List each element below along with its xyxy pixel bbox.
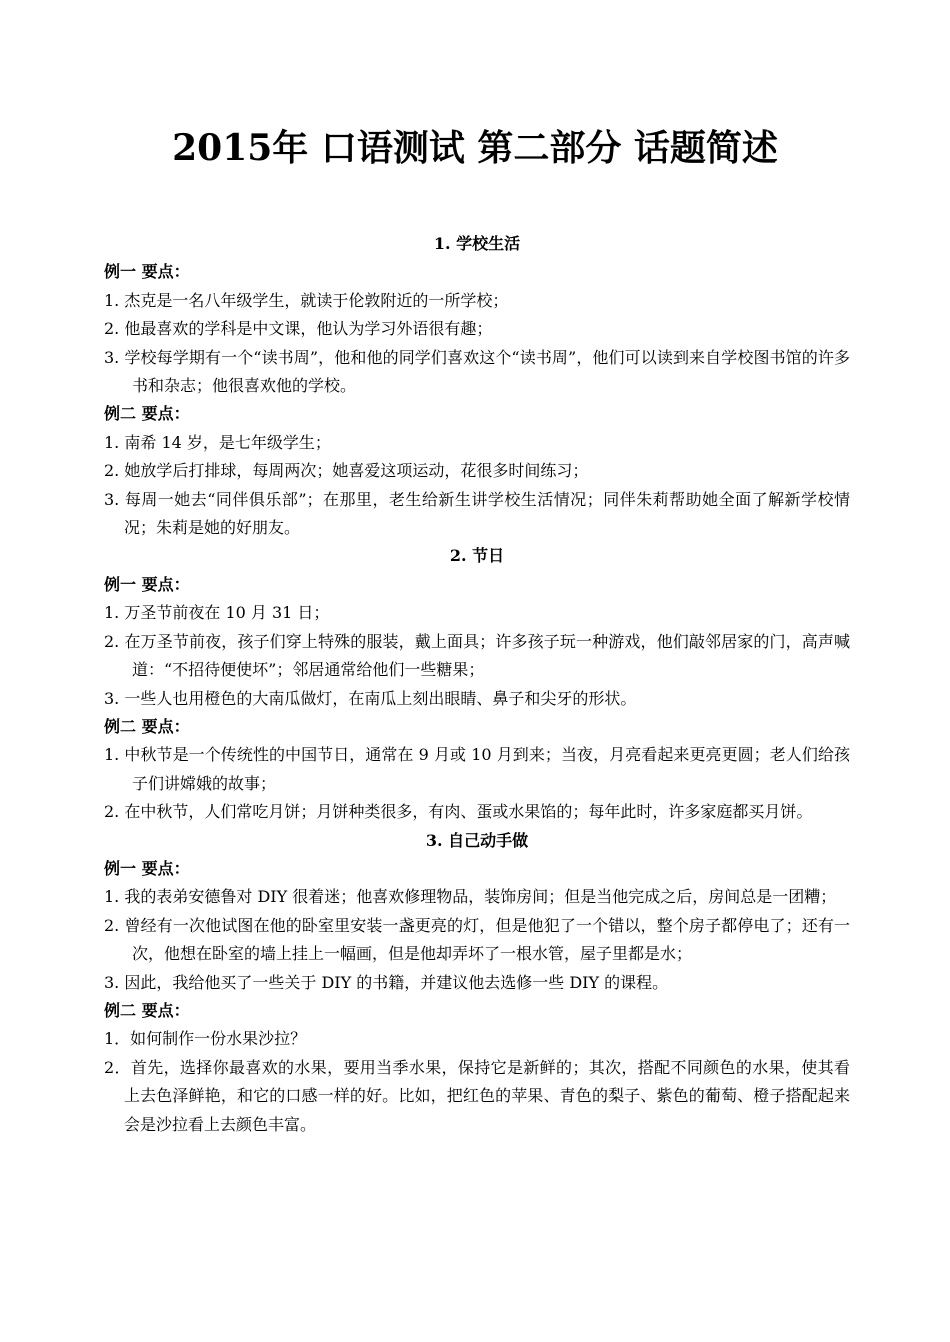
list-item: 2. 她放学后打排球，每周两次；她喜爱这项运动，花很多时间练习； bbox=[104, 461, 589, 481]
list-item: 1. 我的表弟安德鲁对 DIY 很着迷；他喜欢修理物品，装饰房间；但是当他完成之后，房间总是一团糟； bbox=[104, 887, 837, 907]
list-item: 2. 他最喜欢的学科是中文课，他认为学习外语很有趣； bbox=[104, 319, 493, 339]
list-item: 3. 学校每学期有一个“读书周”，他和他的同学们喜欢这个“读书周”，他们可以读到来自学校图书馆的许多书和杂志；他很喜欢他的学校。 bbox=[104, 347, 850, 396]
list-item: 2．首先，选择你最喜欢的水果，要用当季水果，保持它是新鲜的；其次，搭配不同颜色的水果，使其看上去色泽鲜艳，和它的口感一样的好。比如，把红色的苹果、青色的梨子、紫色的葡萄、橙子搭配起来会是沙拉看上去颜色丰富。 bbox=[104, 1057, 850, 1134]
list-item: 3. 每周一她去“同伴俱乐部”；在那里，老生给新生讲学校生活情况；同伴朱莉帮助她全面了解新学校情况；朱莉是她的好朋友。 bbox=[104, 489, 850, 538]
section-heading: 1. 学校生活 bbox=[433, 234, 521, 253]
list-item: 2. 曾经有一次他试图在他的卧室里安装一盏更亮的灯，但是他犯了一个错以，整个房子都停电了；还有一次，他想在卧室的墙上挂上一幅画，但是他却弄坏了一根水管，屋子里都是水； bbox=[104, 915, 850, 964]
list-item: 3. 因此，我给他买了一些关于 DIY 的书籍，并建议他去选修一些 DIY 的课程。 bbox=[104, 972, 669, 992]
list-item: 1. 中秋节是一个传统性的中国节日，通常在 9 月或 10 月到来；当夜，月亮看起来更亮更圆；老人们给孩子们讲嫦娥的故事； bbox=[104, 745, 850, 793]
list-item: 1. 杰克是一名八年级学生，就读于伦敦附近的一所学校； bbox=[104, 290, 509, 310]
section-heading: 3. 自己动手做 bbox=[425, 830, 529, 850]
example-label: 例一 要点： bbox=[104, 574, 190, 594]
list-item: 1. 南希 14 岁，是七年级学生； bbox=[104, 432, 331, 452]
list-item: 3. 一些人也用橙色的大南瓜做灯，在南瓜上刻出眼睛、鼻子和尖牙的形状。 bbox=[104, 688, 637, 708]
example-label: 例一 要点： bbox=[104, 858, 190, 878]
list-item: 2. 在万圣节前夜，孩子们穿上特殊的服装，戴上面具；许多孩子玩一种游戏，他们敲邻居家的门，高声喊道：“不招待便使坏”；邻居通常给他们一些糖果； bbox=[104, 631, 850, 680]
example-label: 例二 要点： bbox=[104, 1000, 190, 1020]
list-item: 1．如何制作一份水果沙拉？ bbox=[104, 1029, 307, 1049]
example-label: 例二 要点： bbox=[104, 404, 190, 424]
section-heading: 2. 节日 bbox=[449, 546, 505, 566]
example-label: 例二 要点： bbox=[104, 716, 190, 736]
list-item: 1. 万圣节前夜在 10 月 31 日； bbox=[104, 603, 330, 623]
list-item: 2. 在中秋节，人们常吃月饼；月饼种类很多，有肉、蛋或水果馅的；每年此时，许多家庭都买月饼。 bbox=[104, 802, 813, 822]
example-label: 例一 要点： bbox=[104, 262, 190, 282]
page-title: 2015年 口语测试 第二部分 话题简述 bbox=[172, 127, 778, 169]
document-body bbox=[104, 230, 850, 1139]
